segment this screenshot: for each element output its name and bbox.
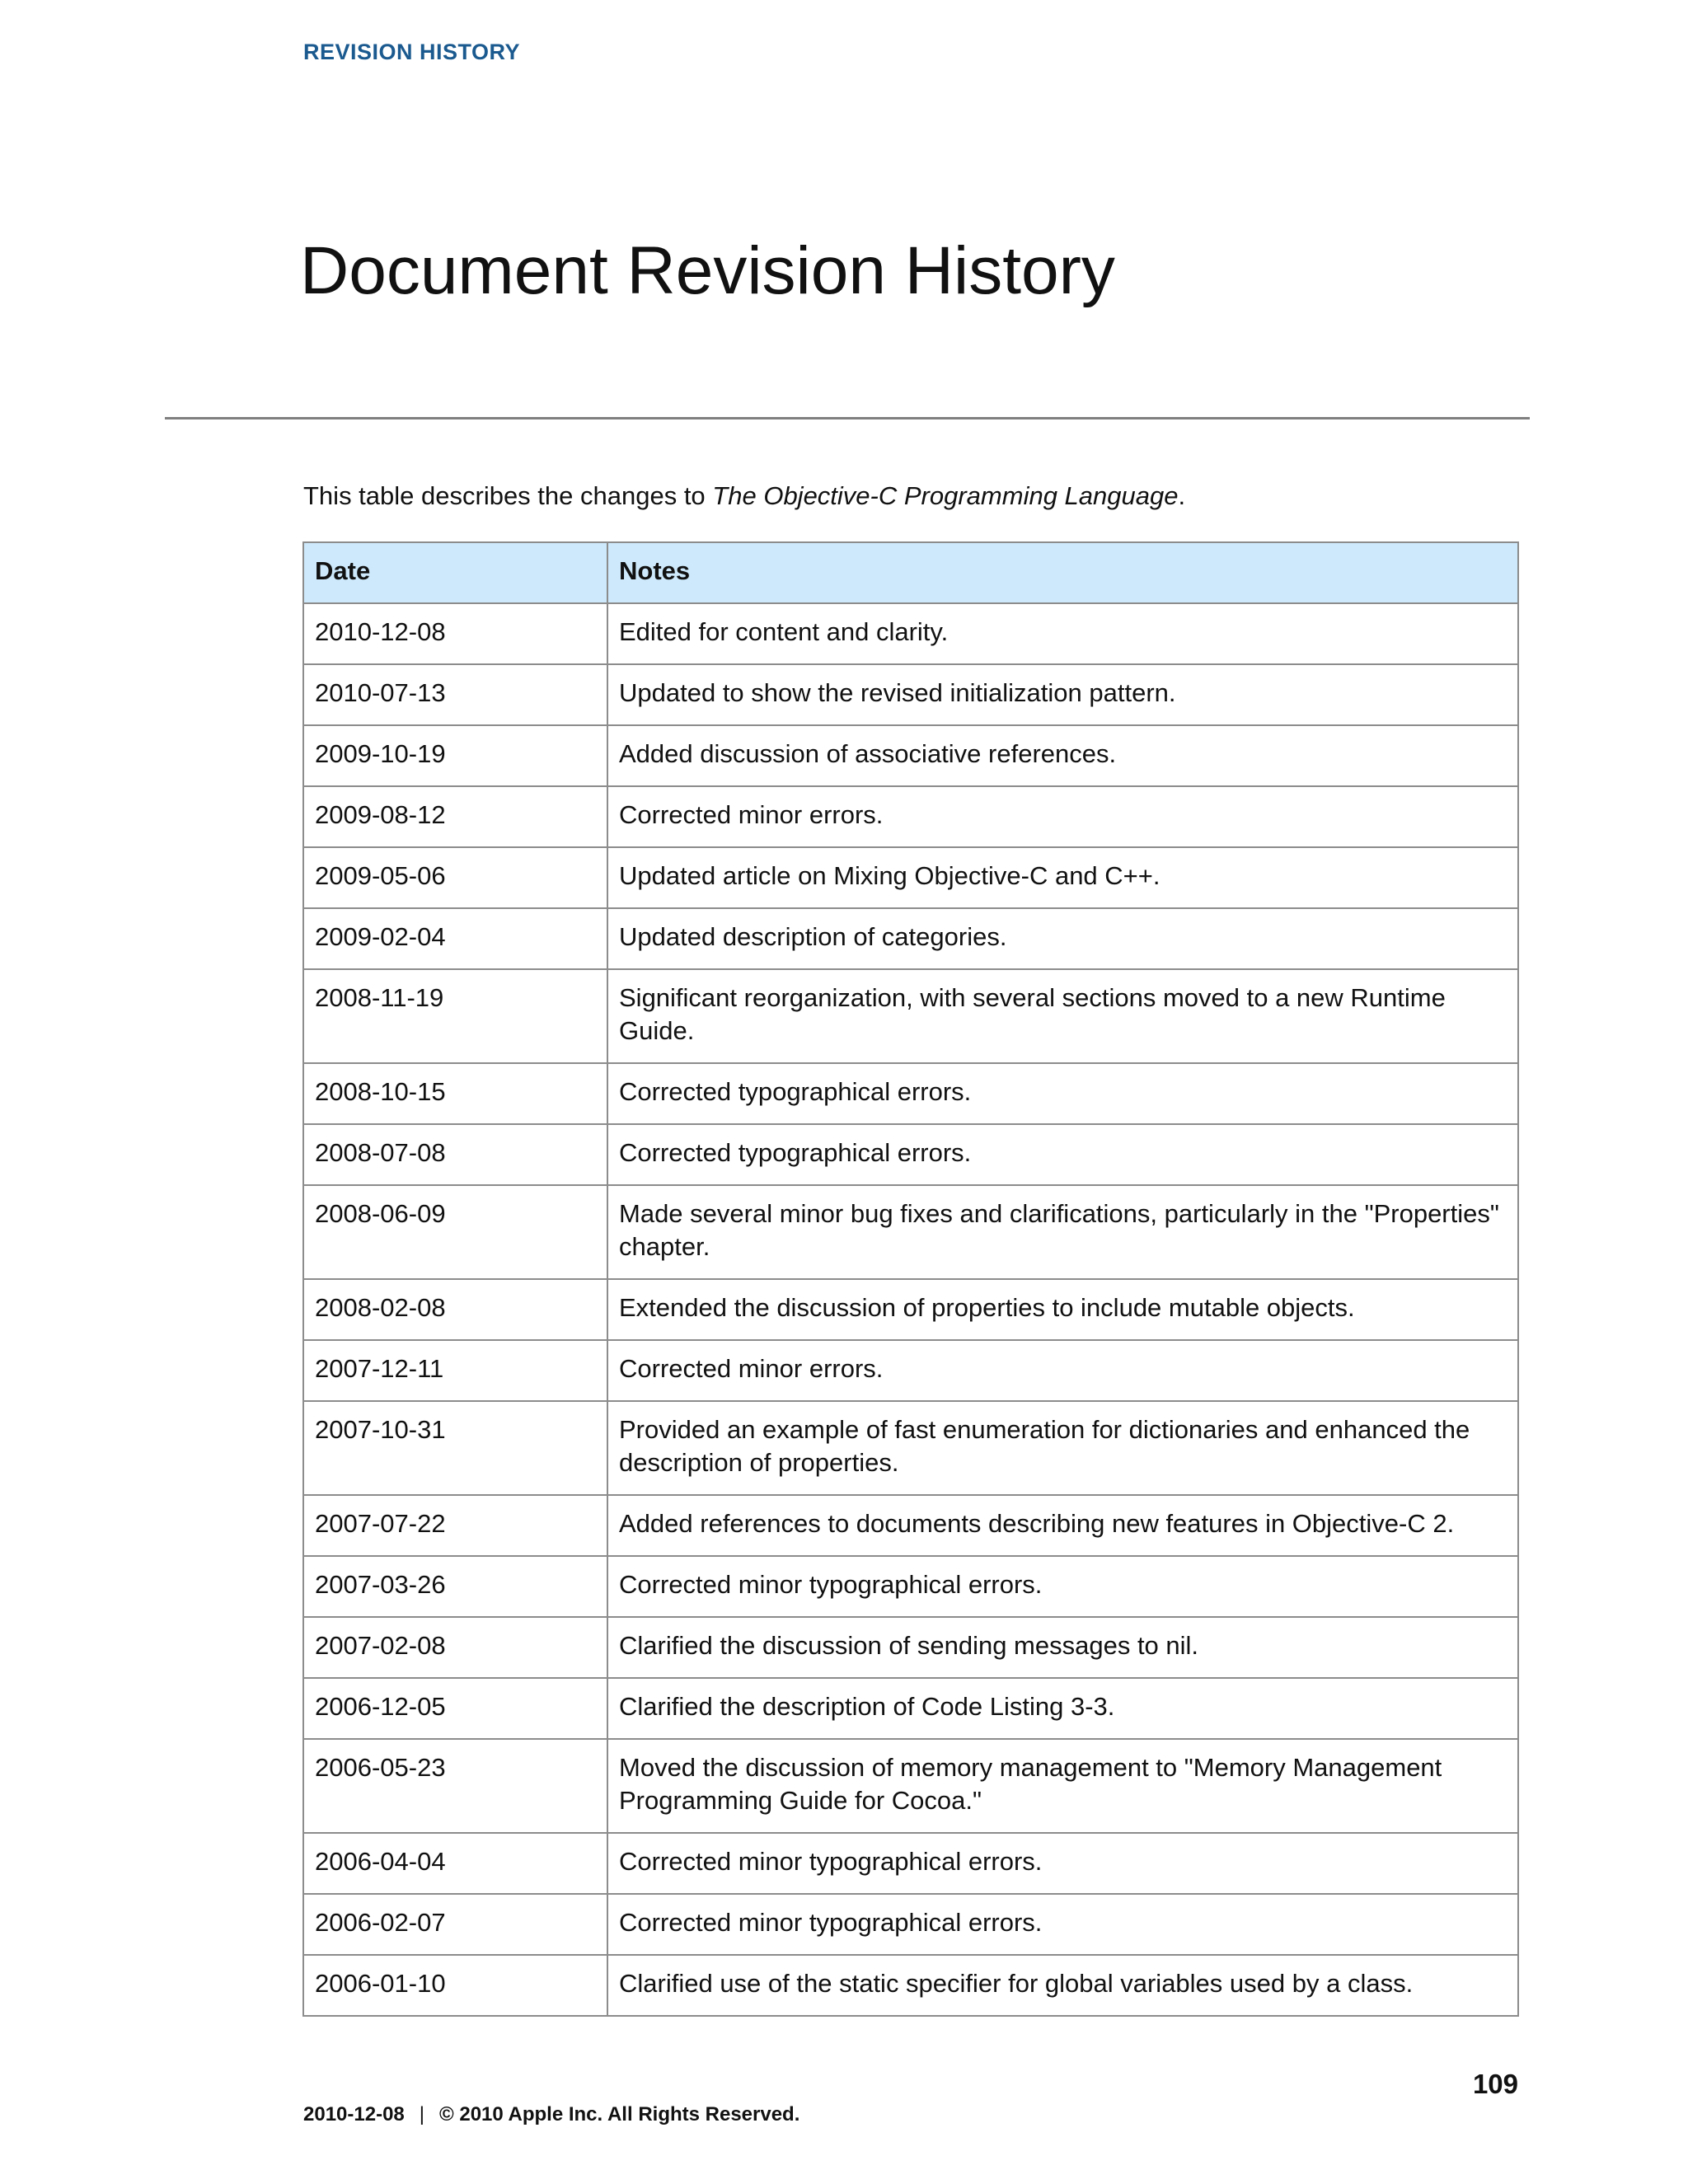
revision-notes-cell: Corrected typographical errors. [607, 1063, 1518, 1124]
revision-notes-cell: Clarified the discussion of sending messages to nil. [607, 1617, 1518, 1678]
revision-notes-cell: Corrected minor errors. [607, 786, 1518, 847]
intro-doc-title: The Objective-C Programming Language [712, 481, 1179, 510]
revision-table [302, 541, 1519, 2017]
table-row [303, 969, 1518, 1063]
table-row [303, 725, 1518, 786]
table-row [303, 1495, 1518, 1556]
revision-date-cell: 2009-02-04 [303, 908, 607, 969]
running-header: REVISION HISTORY [303, 40, 521, 64]
revision-notes-cell: Corrected minor typographical errors. [607, 1894, 1518, 1955]
revision-date-cell: 2006-04-04 [303, 1833, 607, 1894]
table-row [303, 786, 1518, 847]
table-row [303, 1739, 1518, 1833]
table-row [303, 847, 1518, 908]
revision-notes-cell: Extended the discussion of properties to include mutable objects. [607, 1279, 1518, 1340]
revision-date-cell: 2008-07-08 [303, 1124, 607, 1185]
revision-date-cell: 2008-02-08 [303, 1279, 607, 1340]
table-row [303, 1678, 1518, 1739]
table-body [303, 603, 1518, 2016]
table-row [303, 1401, 1518, 1495]
revision-notes-cell: Corrected minor typographical errors. [607, 1833, 1518, 1894]
revision-date-cell: 2006-12-05 [303, 1678, 607, 1739]
intro-text [303, 481, 1185, 511]
revision-date-cell: 2006-05-23 [303, 1739, 607, 1833]
revision-date-cell: 2010-12-08 [303, 603, 607, 664]
table-row [303, 1279, 1518, 1340]
revision-notes-cell: Clarified the description of Code Listing 3-3. [607, 1678, 1518, 1739]
revision-date-cell: 2007-02-08 [303, 1617, 607, 1678]
footer-separator: | [419, 2103, 424, 2125]
page-title: Document Revision History [300, 233, 1115, 308]
revision-notes-cell: Updated to show the revised initialization pattern. [607, 664, 1518, 725]
revision-notes-cell: Provided an example of fast enumeration for dictionaries and enhanced the description of properties. [607, 1401, 1518, 1495]
revision-notes-cell: Updated description of categories. [607, 908, 1518, 969]
revision-date-cell: 2009-10-19 [303, 725, 607, 786]
footer-copyright: © 2010 Apple Inc. All Rights Reserved. [439, 2103, 800, 2125]
table-row [303, 1063, 1518, 1124]
revision-date-cell: 2007-03-26 [303, 1556, 607, 1617]
table-row [303, 1556, 1518, 1617]
revision-date-cell: 2007-10-31 [303, 1401, 607, 1495]
table-row [303, 1617, 1518, 1678]
footer [303, 2103, 799, 2126]
revision-date-cell: 2006-01-10 [303, 1955, 607, 2016]
table-row [303, 1124, 1518, 1185]
revision-notes-cell: Significant reorganization, with several sections moved to a new Runtime Guide. [607, 969, 1518, 1063]
table-row [303, 1185, 1518, 1279]
title-divider [165, 417, 1530, 419]
revision-notes-cell: Edited for content and clarity. [607, 603, 1518, 664]
table-header-row [303, 542, 1518, 603]
column-header-notes: Notes [607, 542, 1518, 603]
footer-date: 2010-12-08 [303, 2103, 405, 2125]
revision-notes-cell: Clarified use of the static specifier for global variables used by a class. [607, 1955, 1518, 2016]
revision-notes-cell: Added references to documents describing new features in Objective-C 2. [607, 1495, 1518, 1556]
table-row [303, 908, 1518, 969]
column-header-date: Date [303, 542, 607, 603]
revision-notes-cell: Corrected minor typographical errors. [607, 1556, 1518, 1617]
table-row [303, 603, 1518, 664]
revision-notes-cell: Added discussion of associative references. [607, 725, 1518, 786]
revision-notes-cell: Updated article on Mixing Objective-C and C++. [607, 847, 1518, 908]
revision-date-cell: 2007-07-22 [303, 1495, 607, 1556]
table-row [303, 1340, 1518, 1401]
revision-date-cell: 2009-08-12 [303, 786, 607, 847]
revision-date-cell: 2007-12-11 [303, 1340, 607, 1401]
revision-date-cell: 2008-11-19 [303, 969, 607, 1063]
intro-prefix: This table describes the changes to [303, 481, 713, 510]
table-row [303, 1894, 1518, 1955]
table-row [303, 664, 1518, 725]
revision-date-cell: 2010-07-13 [303, 664, 607, 725]
table-row [303, 1955, 1518, 2016]
table-row [303, 1833, 1518, 1894]
page-number: 109 [1472, 2069, 1518, 2099]
revision-date-cell: 2008-10-15 [303, 1063, 607, 1124]
revision-notes-cell: Moved the discussion of memory management to "Memory Management Programming Guide for Cocoa." [607, 1739, 1518, 1833]
revision-date-cell: 2006-02-07 [303, 1894, 607, 1955]
revision-notes-cell: Corrected typographical errors. [607, 1124, 1518, 1185]
revision-date-cell: 2008-06-09 [303, 1185, 607, 1279]
revision-notes-cell: Made several minor bug fixes and clarifications, particularly in the "Properties" chapter. [607, 1185, 1518, 1279]
revision-date-cell: 2009-05-06 [303, 847, 607, 908]
revision-table-container [302, 541, 1517, 2017]
revision-notes-cell: Corrected minor errors. [607, 1340, 1518, 1401]
intro-suffix: . [1178, 481, 1186, 510]
